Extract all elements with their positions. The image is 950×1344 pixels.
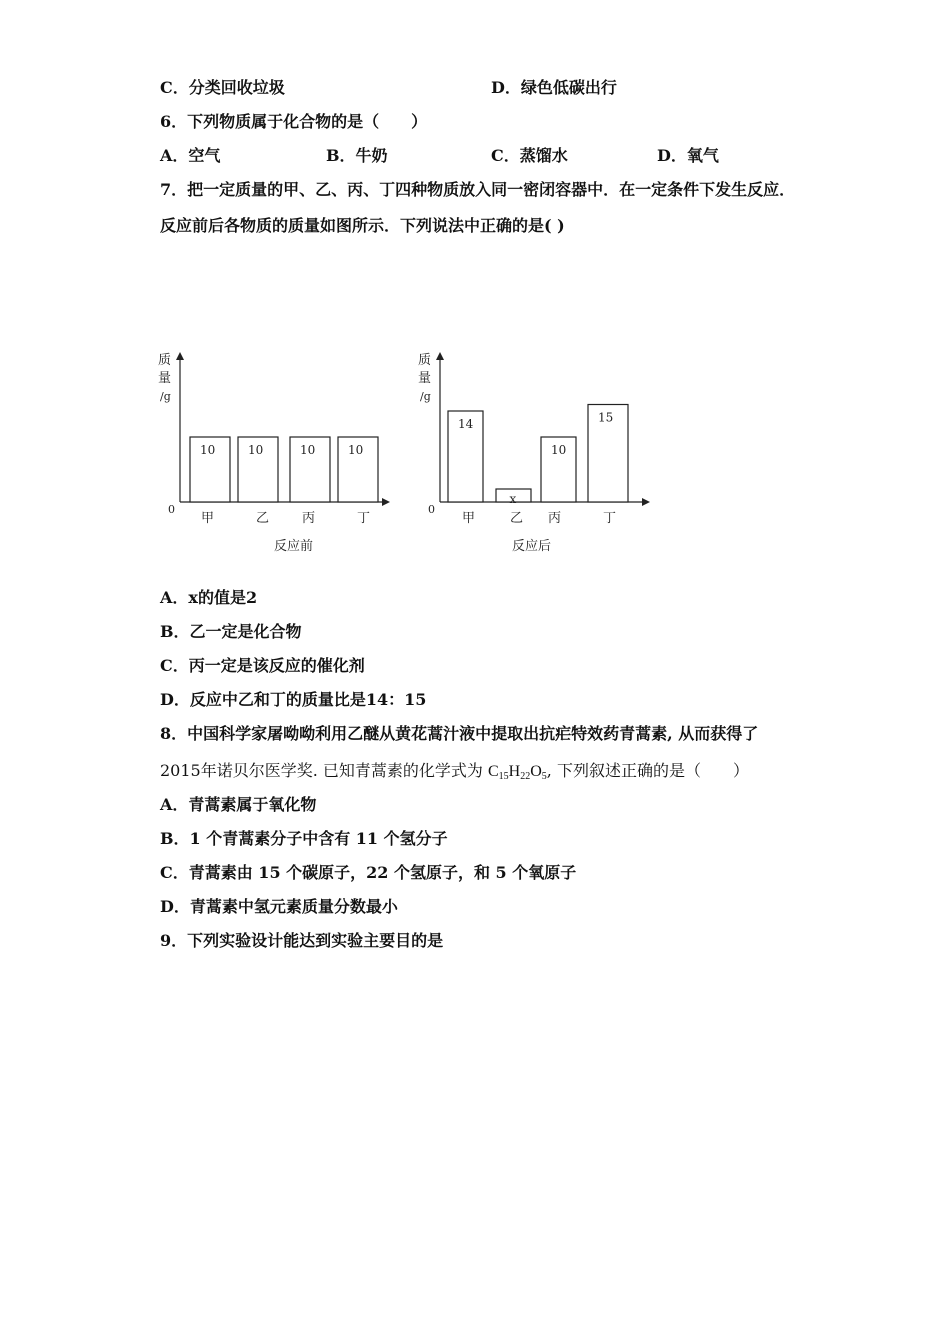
formula-c: C bbox=[488, 763, 499, 780]
q8-option-c: C．青蒿素由 15 个碳原子，22 个氢原子，和 5 个氧原子 bbox=[160, 863, 577, 882]
category-label: 丁 bbox=[603, 511, 617, 526]
q7-option-c: C．丙一定是该反应的催化剂 bbox=[160, 656, 365, 675]
formula-o: O bbox=[530, 763, 542, 780]
origin-label: 0 bbox=[428, 503, 435, 516]
q7-option-d: D．反应中乙和丁的质量比是14：15 bbox=[160, 690, 427, 709]
q8-option-b: B．1 个青蒿素分子中含有 11 个氢分子 bbox=[160, 829, 448, 848]
formula-h-sub: 22 bbox=[520, 771, 531, 782]
q7-option-a: A．x的值是2 bbox=[160, 588, 258, 607]
q8-stem-line2 bbox=[160, 761, 749, 787]
origin-label: 0 bbox=[168, 503, 175, 516]
q6-option-b: B．牛奶 bbox=[326, 146, 388, 165]
category-label: 乙 bbox=[256, 511, 270, 526]
bar-value-label: 10 bbox=[200, 443, 216, 457]
q7-stem-line2: 反应前后各物质的质量如图所示．下列说法中正确的是( ) bbox=[160, 216, 565, 235]
q8-option-a: A．青蒿素属于氧化物 bbox=[160, 795, 317, 814]
q7-stem-line1: 7．把一定质量的甲、乙、丙、丁四种物质放入同一密闭容器中．在一定条件下发生反应． bbox=[160, 180, 796, 199]
q9-stem: 9．下列实验设计能达到实验主要目的是 bbox=[160, 931, 444, 950]
bar-value-label: 10 bbox=[348, 443, 364, 457]
chemical-formula bbox=[488, 763, 547, 780]
q6-option-d: D．氧气 bbox=[657, 146, 719, 165]
bar-value-label: 10 bbox=[300, 443, 316, 457]
formula-c-sub: 15 bbox=[498, 771, 509, 782]
category-label: 甲 bbox=[462, 511, 476, 526]
formula-h: H bbox=[508, 763, 521, 780]
bar-value-label: 15 bbox=[598, 410, 614, 425]
q6-option-a: A．空气 bbox=[160, 146, 221, 165]
bar-value-label: 10 bbox=[248, 443, 264, 457]
y-axis-label: 量 bbox=[158, 371, 172, 386]
bar-value-label: x bbox=[509, 492, 517, 506]
y-axis-arrow bbox=[436, 352, 444, 360]
bar-value-label: 14 bbox=[458, 417, 474, 431]
q8-stem-line1: 8．中国科学家屠呦呦利用乙醚从黄花蒿汁液中提取出抗疟特效药青蒿素, 从而获得了 bbox=[160, 724, 759, 743]
y-axis-label: /g bbox=[160, 390, 171, 403]
q8-stem-suffix: , 下列叙述正确的是（ ） bbox=[546, 761, 749, 780]
category-label: 丁 bbox=[357, 511, 371, 526]
chart-before bbox=[158, 352, 390, 554]
y-axis-label: 质 bbox=[418, 353, 432, 368]
x-axis-arrow bbox=[382, 498, 390, 506]
category-label: 乙 bbox=[510, 511, 524, 526]
chart-after bbox=[418, 352, 650, 554]
bar-value-label: 10 bbox=[551, 443, 567, 457]
q8-stem-prefix: 2015年诺贝尔医学奖. 已知青蒿素的化学式为 bbox=[160, 761, 483, 780]
q5-option-d: D．绿色低碳出行 bbox=[491, 78, 617, 97]
chart-title: 反应前 bbox=[274, 539, 314, 554]
q7-mass-charts bbox=[150, 340, 670, 570]
formula-o-sub: 5 bbox=[541, 771, 547, 782]
q6-stem: 6．下列物质属于化合物的是（ ） bbox=[160, 112, 428, 131]
q8-option-d: D．青蒿素中氢元素质量分数最小 bbox=[160, 897, 398, 916]
y-axis-arrow bbox=[176, 352, 184, 360]
x-axis-arrow bbox=[642, 498, 650, 506]
y-axis-label: 量 bbox=[418, 371, 432, 386]
chart-title: 反应后 bbox=[512, 539, 552, 554]
q7-option-b: B．乙一定是化合物 bbox=[160, 622, 302, 641]
y-axis-label: 质 bbox=[158, 353, 172, 368]
category-label: 丙 bbox=[302, 511, 316, 526]
category-label: 甲 bbox=[201, 511, 215, 526]
category-label: 丙 bbox=[548, 511, 562, 526]
y-axis-label: /g bbox=[420, 390, 431, 403]
q6-option-c: C．蒸馏水 bbox=[491, 146, 568, 165]
q5-option-c: C．分类回收垃圾 bbox=[160, 78, 285, 97]
